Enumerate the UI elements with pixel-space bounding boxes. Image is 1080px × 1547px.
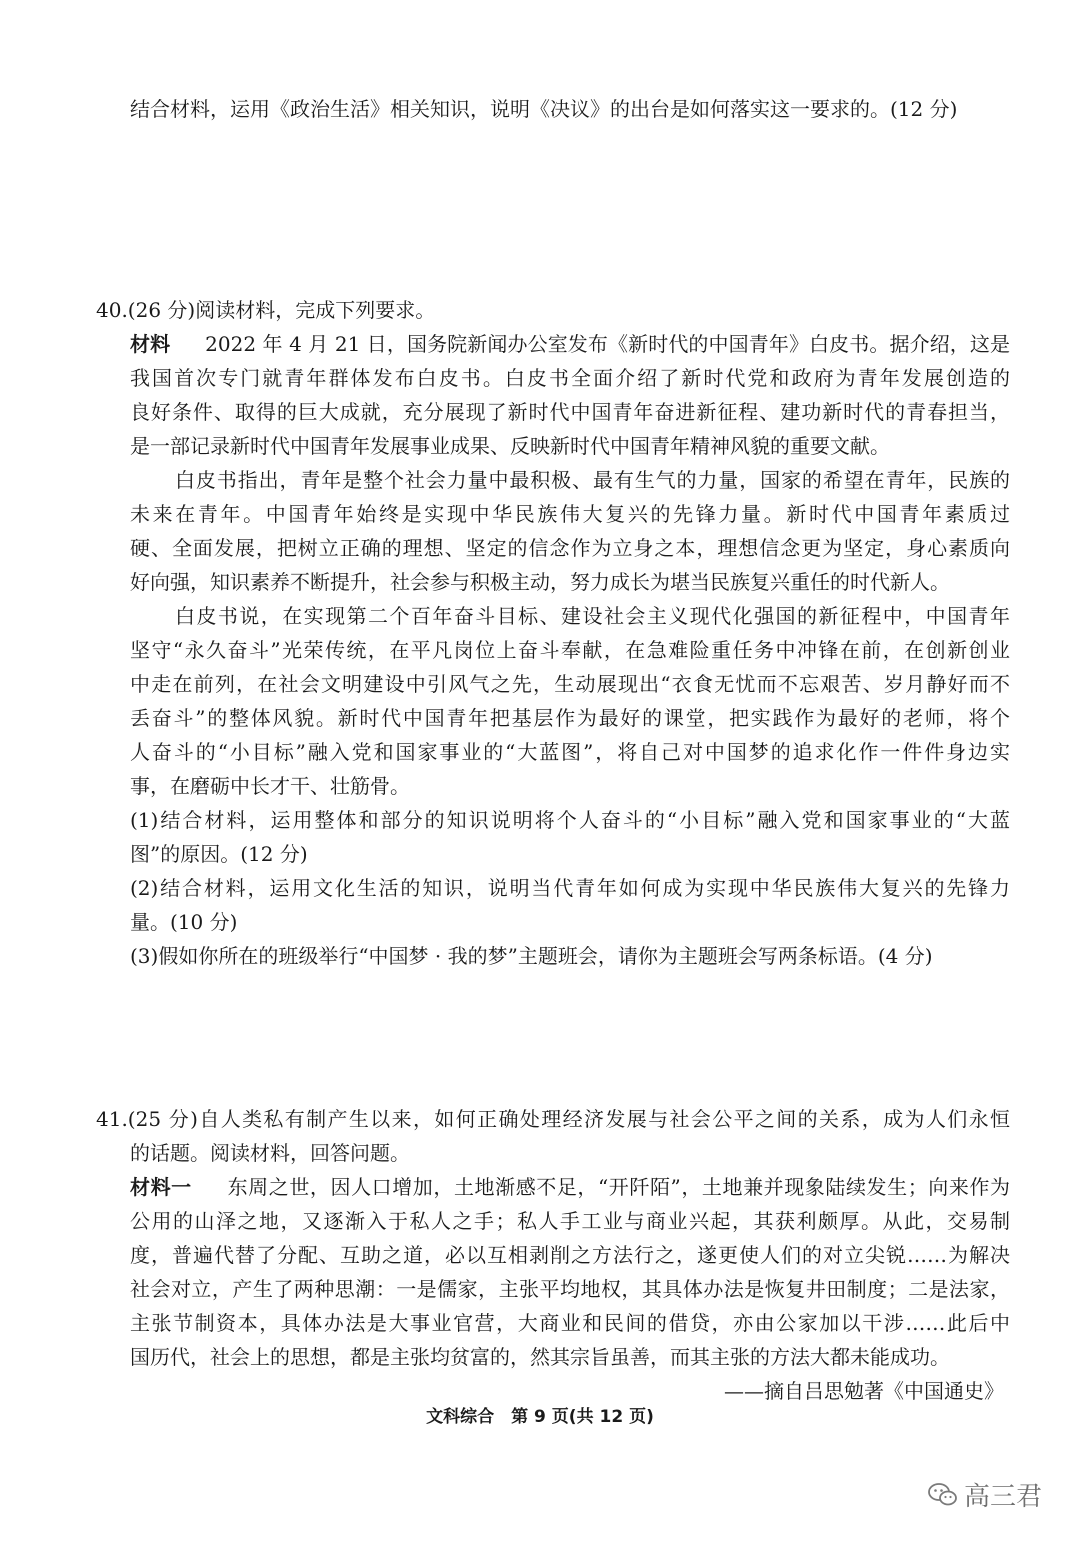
q41-source: ——摘自吕思勉著《中国通史》	[724, 1379, 1004, 1403]
q40-question-3: (3)假如你所在的班级举行“中国梦 · 我的梦”主题班会，请你为主题班会写两条标语。(4 分)	[130, 944, 933, 968]
q40-material-label: 材料	[130, 332, 171, 356]
q40-question-2b: 量。(10 分)	[130, 910, 238, 934]
q40-para3-line-5: 人奋斗的“小目标”融入党和国家事业的“大蓝图”，将自己对中国梦的追求化作一件件身边实	[130, 740, 1010, 764]
q40-para1-line-4: 是一部记录新时代中国青年发展事业成果、反映新时代中国青年精神风貌的重要文献。	[130, 434, 890, 458]
top-fragment: 结合材料，运用《政治生活》相关知识，说明《决议》的出台是如何落实这一要求的。(12 分)	[130, 97, 958, 121]
q40-para3-line-2: 坚守“永久奋斗”光荣传统，在平凡岗位上奋斗奉献，在急难险重任务中冲锋在前，在创新创业	[130, 638, 1010, 662]
q41-header-line-1: 41.(25 分)自人类私有制产生以来，如何正确处理经济发展与社会公平之间的关系，成为人们永恒	[96, 1107, 1010, 1131]
q40-question-1b: 图”的原因。(12 分)	[130, 842, 308, 866]
q40-para2-line-4: 好向强，知识素养不断提升，社会参与积极主动，努力成长为堪当民族复兴重任的时代新人。	[130, 570, 950, 594]
q40-para3-line-3: 中走在前列，在社会文明建设中引风气之先，生动展现出“衣食无忧而不忘艰苦、岁月静好而不	[130, 672, 1010, 696]
q41-para-line-3: 度，普遍代替了分配、互助之道，必以互相剥削之方法行之，遂更使人们的对立尖锐……为解决	[130, 1243, 1010, 1267]
q41-header-line-2: 的话题。阅读材料，回答问题。	[130, 1141, 410, 1165]
watermark	[928, 1476, 1042, 1513]
q40-para1-line-1	[130, 327, 1010, 361]
q41-para-line-4: 社会对立，产生了两种思潮：一是儒家，主张平均地权，其具体办法是恢复井田制度；二是法家，	[130, 1277, 1010, 1301]
q41-para-text-1: 东周之世，因人口增加，土地渐感不足，“开阡陌”，土地兼并现象陆续发生；向来作为	[227, 1175, 1010, 1199]
page-footer: 文科综合 第 9 页(共 12 页)	[426, 1407, 654, 1427]
q41-para-line-6: 国历代，社会上的思想，都是主张均贫富的，然其宗旨虽善，而其主张的方法大都未能成功。	[130, 1345, 950, 1369]
q40-para3-line-4: 丢奋斗”的整体风貌。新时代中国青年把基层作为最好的课堂，把实践作为最好的老师，将个	[130, 706, 1010, 730]
wechat-icon	[928, 1482, 958, 1508]
q40-para1-line-2: 我国首次专门就青年群体发布白皮书。白皮书全面介绍了新时代党和政府为青年发展创造的	[130, 366, 1010, 390]
q40-question-1a: (1)结合材料，运用整体和部分的知识说明将个人奋斗的“小目标”融入党和国家事业的“大蓝	[130, 808, 1010, 832]
q41-material-label: 材料一	[130, 1175, 192, 1199]
q40-para2-line-3: 硬、全面发展，把树立正确的理想、坚定的信念作为立身之本，理想信念更为坚定，身心素质向	[130, 536, 1010, 560]
q40-header: 40.(26 分)阅读材料，完成下列要求。	[96, 298, 436, 322]
watermark-text: 高三君	[964, 1482, 1043, 1512]
q40-para3-line-6: 事，在磨砺中长才干、壮筋骨。	[130, 774, 410, 798]
q41-para-line-1	[130, 1170, 1010, 1204]
q40-para3-line-1: 白皮书说，在实现第二个百年奋斗目标、建设社会主义现代化强国的新征程中，中国青年	[175, 604, 1010, 628]
q40-para2-line-1: 白皮书指出，青年是整个社会力量中最积极、最有生气的力量，国家的希望在青年，民族的	[175, 468, 1010, 492]
q40-question-2a: (2)结合材料，运用文化生活的知识，说明当代青年如何成为实现中华民族伟大复兴的先锋力	[130, 876, 1010, 900]
q41-para-line-5: 主张节制资本，具体办法是大事业官营，大商业和民间的借贷，亦由公家加以干涉……此后中	[130, 1311, 1010, 1335]
q40-para2-line-2: 未来在青年。中国青年始终是实现中华民族伟大复兴的先锋力量。新时代中国青年素质过	[130, 502, 1010, 526]
q41-para-line-2: 公用的山泽之地，又逐渐入于私人之手；私人手工业与商业兴起，其获利颇厚。从此，交易制	[130, 1209, 1010, 1233]
q40-para1-line-3: 良好条件、取得的巨大成就，充分展现了新时代中国青年奋进新征程、建功新时代的青春担当，	[130, 400, 1010, 424]
q40-para1-text-1: 2022 年 4 月 21 日，国务院新闻办公室发布《新时代的中国青年》白皮书。据介绍，这是	[205, 332, 1011, 356]
